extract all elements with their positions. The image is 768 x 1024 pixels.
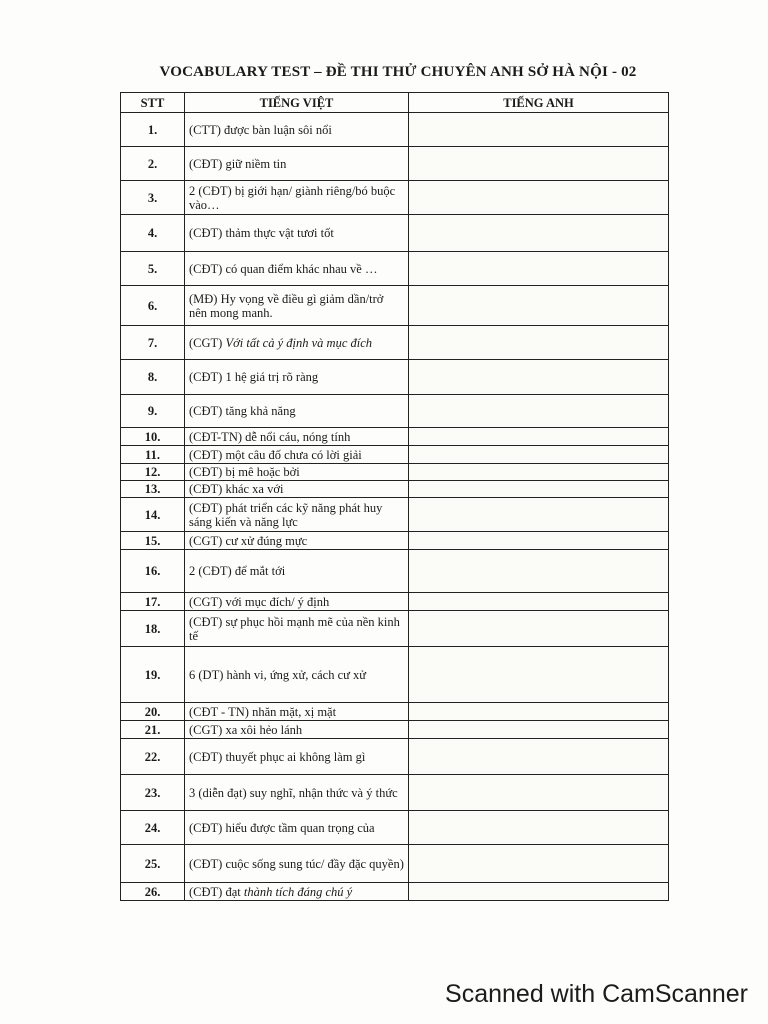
- table-row: [121, 428, 669, 446]
- vietnamese-term: 6 (DT) hành vi, ứng xử, cách cư xử: [185, 647, 409, 703]
- english-answer-cell: [409, 703, 669, 721]
- row-number: 1.: [121, 113, 185, 147]
- english-answer-cell: [409, 775, 669, 811]
- table-row: [121, 446, 669, 464]
- vietnamese-term: (CĐT) phát triển các kỹ năng phát huy sáng kiến và năng lực: [185, 498, 409, 532]
- english-answer-cell: [409, 611, 669, 647]
- table-row: [121, 593, 669, 611]
- row-number: 14.: [121, 498, 185, 532]
- vietnamese-term: [185, 883, 409, 901]
- row-number: 4.: [121, 215, 185, 252]
- row-number: 26.: [121, 883, 185, 901]
- row-number: 5.: [121, 252, 185, 286]
- vietnamese-term: (CĐT) khác xa với: [185, 481, 409, 498]
- table-row: [121, 739, 669, 775]
- header-english: TIẾNG ANH: [409, 93, 669, 113]
- vietnamese-term: (CĐT) hiểu được tầm quan trọng của: [185, 811, 409, 845]
- row-number: 13.: [121, 481, 185, 498]
- row-number: 22.: [121, 739, 185, 775]
- vietnamese-term: (CGT) cư xử đúng mực: [185, 532, 409, 550]
- table-row: [121, 181, 669, 215]
- vietnamese-term: (CĐT) có quan điểm khác nhau về …: [185, 252, 409, 286]
- table-row: [121, 721, 669, 739]
- row-number: 11.: [121, 446, 185, 464]
- header-stt: STT: [121, 93, 185, 113]
- english-answer-cell: [409, 845, 669, 883]
- english-answer-cell: [409, 360, 669, 395]
- row-number: 2.: [121, 147, 185, 181]
- row-number: 7.: [121, 326, 185, 360]
- row-number: 10.: [121, 428, 185, 446]
- table-row: [121, 360, 669, 395]
- table-row: [121, 286, 669, 326]
- table-row: [121, 883, 669, 901]
- vietnamese-term: (CĐT) thảm thực vật tươi tốt: [185, 215, 409, 252]
- vietnamese-term: (CĐT) cuộc sống sung túc/ đầy đặc quyền): [185, 845, 409, 883]
- english-answer-cell: [409, 113, 669, 147]
- english-answer-cell: [409, 286, 669, 326]
- table-row: [121, 550, 669, 593]
- english-answer-cell: [409, 446, 669, 464]
- vietnamese-term: (CĐT - TN) nhăn mặt, xị mặt: [185, 703, 409, 721]
- vietnamese-term: (CTT) được bàn luận sôi nổi: [185, 113, 409, 147]
- table-row: [121, 845, 669, 883]
- english-answer-cell: [409, 395, 669, 428]
- vietnamese-term: (MĐ) Hy vọng về điều gì giảm dần/trở nên mong manh.: [185, 286, 409, 326]
- row-number: 9.: [121, 395, 185, 428]
- row-number: 24.: [121, 811, 185, 845]
- row-number: 25.: [121, 845, 185, 883]
- row-number: 12.: [121, 464, 185, 481]
- vietnamese-term: (CĐT) sự phục hồi mạnh mẽ của nền kinh tế: [185, 611, 409, 647]
- english-answer-cell: [409, 252, 669, 286]
- row-number: 6.: [121, 286, 185, 326]
- english-answer-cell: [409, 532, 669, 550]
- vietnamese-term: 3 (diễn đạt) suy nghĩ, nhận thức và ý thức: [185, 775, 409, 811]
- english-answer-cell: [409, 550, 669, 593]
- table-row: [121, 395, 669, 428]
- table-row: [121, 532, 669, 550]
- table-row: [121, 252, 669, 286]
- table-row: [121, 215, 669, 252]
- table-header-row: [121, 93, 669, 113]
- vietnamese-term: [185, 326, 409, 360]
- table-row: [121, 647, 669, 703]
- english-answer-cell: [409, 647, 669, 703]
- vietnamese-term: (CĐT) thuyết phục ai không làm gì: [185, 739, 409, 775]
- vietnamese-term: 2 (CĐT) bị giới hạn/ giành riêng/bó buộc vào…: [185, 181, 409, 215]
- english-answer-cell: [409, 326, 669, 360]
- page-title: VOCABULARY TEST – ĐỀ THI THỬ CHUYÊN ANH SỞ HÀ NỘI - 02: [159, 64, 637, 80]
- english-answer-cell: [409, 481, 669, 498]
- english-answer-cell: [409, 498, 669, 532]
- camscanner-footer: Scanned with CamScanner: [445, 980, 748, 1008]
- vietnamese-term: (CĐT) 1 hệ giá trị rõ ràng: [185, 360, 409, 395]
- vietnamese-term: (CĐT) bị mê hoặc bởi: [185, 464, 409, 481]
- table-row: [121, 326, 669, 360]
- row-number: 16.: [121, 550, 185, 593]
- vietnamese-term: (CĐT) tăng khả năng: [185, 395, 409, 428]
- english-answer-cell: [409, 593, 669, 611]
- english-answer-cell: [409, 739, 669, 775]
- table-row: [121, 498, 669, 532]
- english-answer-cell: [409, 215, 669, 252]
- row-number: 15.: [121, 532, 185, 550]
- table-row: [121, 481, 669, 498]
- english-answer-cell: [409, 181, 669, 215]
- english-answer-cell: [409, 883, 669, 901]
- row-number: 3.: [121, 181, 185, 215]
- row-number: 17.: [121, 593, 185, 611]
- vietnamese-term-prefix: (CĐT) đạt: [189, 884, 244, 899]
- vietnamese-term: 2 (CĐT) để mắt tới: [185, 550, 409, 593]
- table-row: [121, 147, 669, 181]
- vietnamese-term-prefix: (CGT): [189, 335, 226, 350]
- header-vietnamese: TIẾNG VIỆT: [185, 93, 409, 113]
- table-row: [121, 464, 669, 481]
- vietnamese-term: (CGT) với mục đích/ ý định: [185, 593, 409, 611]
- english-answer-cell: [409, 428, 669, 446]
- table-row: [121, 811, 669, 845]
- vocabulary-table: [120, 92, 669, 901]
- vietnamese-term: (CĐT) một câu đố chưa có lời giải: [185, 446, 409, 464]
- vietnamese-term: (CĐT-TN) dễ nổi cáu, nóng tính: [185, 428, 409, 446]
- row-number: 8.: [121, 360, 185, 395]
- row-number: 20.: [121, 703, 185, 721]
- vietnamese-term: (CĐT) giữ niềm tin: [185, 147, 409, 181]
- vietnamese-term-italic: Với tất cả ý định và mục đích: [225, 335, 373, 350]
- vietnamese-term-italic: thành tích đáng chú ý: [243, 884, 353, 899]
- row-number: 21.: [121, 721, 185, 739]
- table-body: [121, 113, 669, 901]
- table-row: [121, 703, 669, 721]
- english-answer-cell: [409, 721, 669, 739]
- english-answer-cell: [409, 464, 669, 481]
- english-answer-cell: [409, 147, 669, 181]
- table-row: [121, 113, 669, 147]
- table-row: [121, 775, 669, 811]
- row-number: 18.: [121, 611, 185, 647]
- vietnamese-term: (CGT) xa xôi hẻo lánh: [185, 721, 409, 739]
- row-number: 23.: [121, 775, 185, 811]
- english-answer-cell: [409, 811, 669, 845]
- table-row: [121, 611, 669, 647]
- row-number: 19.: [121, 647, 185, 703]
